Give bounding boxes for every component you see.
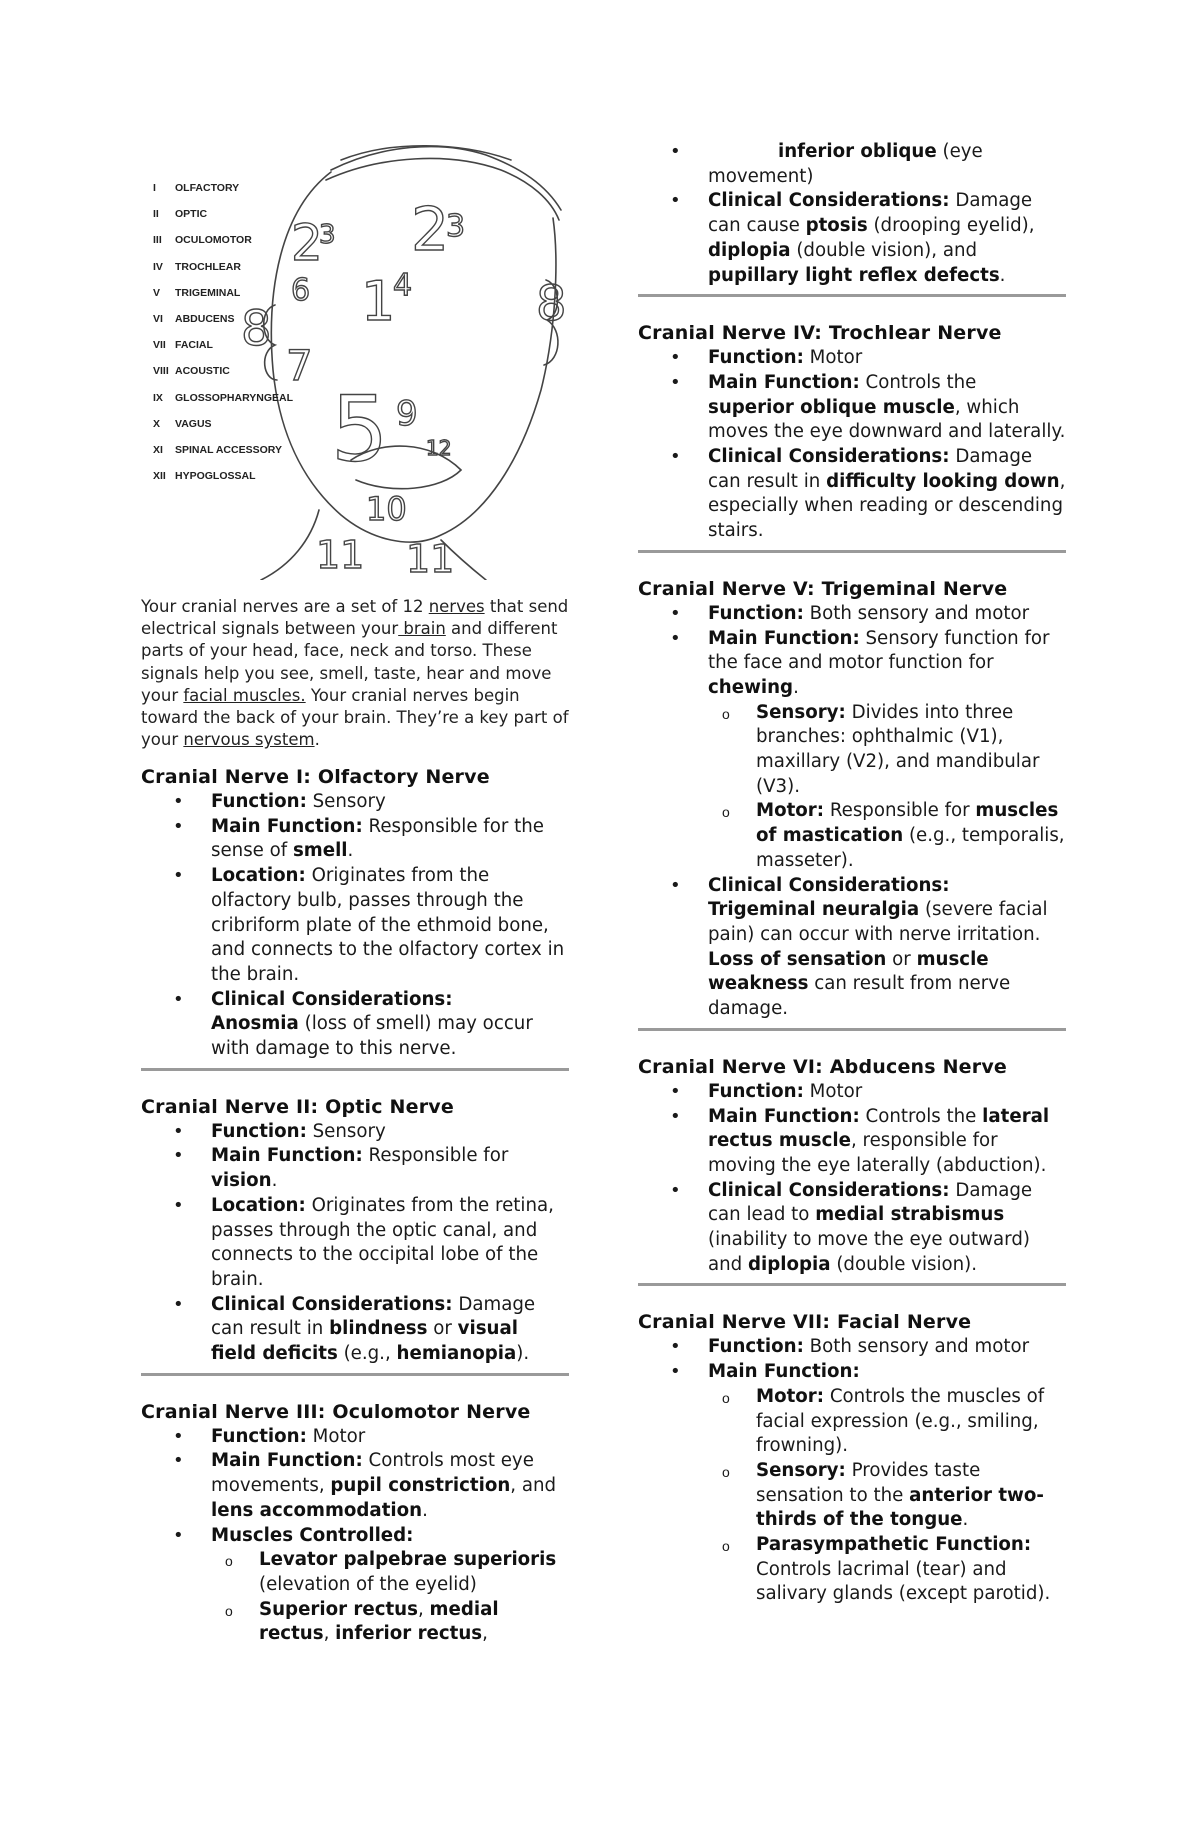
section-divider: [638, 1028, 1066, 1031]
facial-muscles-link[interactable]: facial muscles.: [183, 685, 306, 705]
sub-bullet: o Superior rectus, medial rectus, inferior rectus,: [259, 1598, 569, 1647]
bullet-function: • Function: Motor: [708, 1080, 1066, 1105]
section-title: Cranial Nerve VI: Abducens Nerve: [638, 1055, 1008, 1078]
bullet-main-function: • Main Function: Controls the superior oblique muscle, which moves the eye downward and laterally.: [708, 371, 1066, 445]
face-number: 2: [291, 214, 323, 272]
section-title: Cranial Nerve II: Optic Nerve: [141, 1095, 454, 1118]
legend-item: III OCULOMOTOR: [153, 234, 252, 247]
bullet-clinical: • Clinical Considerations: Anosmia (loss of smell) may occur with damage to this nerve.: [211, 988, 569, 1062]
section-title: Cranial Nerve III: Oculomotor Nerve: [141, 1400, 531, 1423]
bullet-main-function: • Main Function: Controls most eye movements, pupil constriction, and lens accommodation.: [211, 1449, 569, 1523]
bullet-function: • Function: Motor: [708, 346, 1066, 371]
neck-line: [261, 510, 319, 580]
legend-item: VI ABDUCENS: [153, 312, 235, 325]
bullet-clinical: • Clinical Considerations: Trigeminal neuralgia (severe facial pain) can occur with nerve irritation. Loss of sensation or muscle weakness can result from nerve damage.: [708, 874, 1066, 1022]
section-divider: [141, 1373, 569, 1376]
nerve-section-5: [638, 577, 1066, 1031]
section-divider: [638, 294, 1066, 297]
nerve-section-2: [141, 1095, 569, 1376]
face-number: 6: [291, 273, 311, 308]
bullet-main-function: • Main Function: Responsible for vision.: [211, 1144, 569, 1193]
bullet-main-function: • Main Function: Responsible for the sense of smell.: [211, 815, 569, 864]
face-number: 10: [366, 490, 407, 528]
nerve-section-1: [141, 765, 569, 1071]
legend-item: VIII ACOUSTIC: [153, 365, 230, 378]
face-number: 3: [446, 209, 466, 244]
face-number: 1: [361, 270, 396, 333]
nerve-section-3: [141, 1400, 569, 1647]
face-number: 7: [286, 341, 313, 390]
face-number: 2: [411, 195, 450, 265]
bullet-clinical: • Clinical Considerations: Damage can lead to medial strabismus (inability to move the eye outward) and diplopia (double vision).: [708, 1179, 1066, 1278]
section-divider: [638, 1283, 1066, 1286]
bullet-location: • Location: Originates from the olfactory bulb, passes through the cribriform plate of the ethmoid bone, and connects to the olfactory cortex in the brain.: [211, 864, 569, 988]
legend-item: X VAGUS: [153, 417, 212, 430]
sub-bullet: o Sensory: Provides taste sensation to the anterior two-thirds of the tongue.: [756, 1459, 1066, 1533]
bullet-clinical: • Clinical Considerations: Damage can result in difficulty looking down, especially when reading or descending stairs.: [708, 445, 1066, 544]
sub-bullet: o Motor: Controls the muscles of facial expression (e.g., smiling, frowning).: [756, 1385, 1066, 1459]
bullet-function: • Function: Sensory: [211, 790, 569, 815]
face-number: 4: [393, 268, 413, 303]
face-number: 11: [406, 537, 455, 580]
legend-item: IV TROCHLEAR: [153, 260, 241, 273]
right-column: [638, 140, 1066, 1607]
bullet-function: • Function: Both sensory and motor: [708, 602, 1066, 627]
bullet-clinical: • Clinical Considerations: Damage can cause ptosis (drooping eyelid), diplopia (double vision), and pupillary light reflex defects.: [708, 189, 1066, 288]
face-number: 9: [396, 394, 418, 434]
section-divider: [141, 1068, 569, 1071]
bullet-muscles: • Muscles Controlled: o Levator palpebrae superioris (elevation of the eyelid) o Superior rectus, medial rectus, inferior rectus,: [211, 1524, 569, 1648]
face-number: 3: [319, 220, 336, 250]
nerve-section-3-continued: [638, 140, 1066, 297]
nerve-legend: [153, 182, 293, 496]
legend-item: I OLFACTORY: [153, 182, 240, 194]
legend-item: V TRIGEMINAL: [153, 286, 241, 299]
face-number: 8: [536, 276, 567, 332]
section-divider: [638, 550, 1066, 553]
bullet-clinical: • Clinical Considerations: Damage can result in blindness or visual field deficits (e.g., hemianopia).: [211, 1293, 569, 1367]
sub-bullet: o Sensory: Divides into three branches: ophthalmic (V1), maxillary (V2), and mandibular (V3).: [756, 701, 1066, 800]
face-number: 5: [331, 377, 389, 482]
brain-link[interactable]: brain: [398, 619, 446, 639]
face-number: 11: [316, 533, 365, 577]
nerve-section-6: [638, 1055, 1066, 1287]
nerves-link[interactable]: nerves: [428, 597, 485, 616]
face-number: 12: [426, 436, 452, 460]
bullet-main-function: • Main Function: Sensory function for the face and motor function for chewing. o Sensory: Divides into three branches: ophthalmic (V1), maxillary (V2), and mandibular (V3). o Motor: Responsible for muscles of mastication (e.g., temporalis, masseter).: [708, 627, 1066, 874]
legend-item: II OPTIC: [153, 208, 208, 221]
nerve-section-7: [638, 1310, 1066, 1607]
sub-bullet: o Levator palpebrae superioris (elevation of the eyelid): [259, 1548, 569, 1597]
bullet-function: • Function: Sensory: [211, 1120, 569, 1145]
bullet-function: • Function: Motor: [211, 1425, 569, 1450]
intro-paragraph: Your cranial nerves are a set of 12 nerves that send electrical signals between your brain and different parts of your head, face, neck and torso. These signals help you see, smell, taste, hear and move your facial muscles. Your cranial nerves begin toward the back of your brain. They’re a key part of your nervous system.: [141, 597, 569, 750]
bullet-location: • Location: Originates from the retina, passes through the optic canal, and connects to the occipital lobe of the brain.: [211, 1194, 569, 1293]
cranial-nerves-figure: [141, 140, 581, 580]
legend-item: XI SPINAL ACCESSORY: [153, 443, 282, 456]
section-title: Cranial Nerve VII: Facial Nerve: [638, 1311, 972, 1334]
nervous-system-link[interactable]: nervous system: [183, 730, 315, 750]
sub-bullet-cont-text: • inferior oblique (eye movement): [708, 141, 983, 187]
sub-bullet: o Parasympathetic Function: Controls lacrimal (tear) and salivary glands (except parotid).: [756, 1533, 1066, 1607]
legend-item: VII FACIAL: [153, 339, 213, 352]
face-number: 8: [241, 301, 272, 357]
section-title: Cranial Nerve V: Trigeminal Nerve: [638, 577, 1008, 600]
bullet-main-function: • Main Function: o Motor: Controls the muscles of facial expression (e.g., smiling, frowning). o Sensory: Provides taste sensation to the anterior two-thirds of the tongue. o Parasympathetic Function: Controls lacrimal (tear) and salivary glands (except parotid).: [708, 1360, 1066, 1607]
bullet-function: • Function: Both sensory and motor: [708, 1335, 1066, 1360]
bullet-main-function: • Main Function: Controls the lateral rectus muscle, responsible for moving the eye laterally (abduction).: [708, 1105, 1066, 1179]
sub-bullet: o Motor: Responsible for muscles of mastication (e.g., temporalis, masseter).: [756, 799, 1066, 873]
section-title: Cranial Nerve IV: Trochlear Nerve: [638, 322, 1002, 345]
sub-bullet-continued: [708, 140, 1066, 189]
left-column: [141, 765, 569, 1647]
legend-item: XII HYPOGLOSSAL: [153, 470, 256, 483]
legend-item: IX GLOSSOPHARYNGEAL: [153, 391, 294, 404]
section-title: Cranial Nerve I: Olfactory Nerve: [141, 766, 490, 788]
nerve-section-4: [638, 321, 1066, 553]
